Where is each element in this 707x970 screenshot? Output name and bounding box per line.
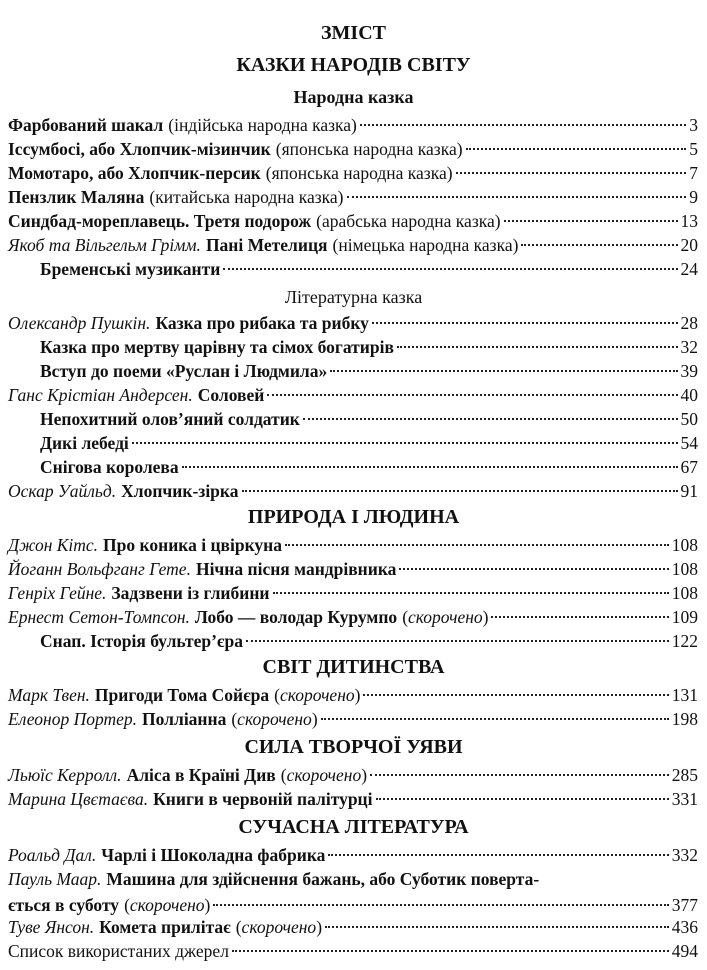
dot-leader bbox=[132, 442, 678, 444]
toc-entry[interactable] bbox=[40, 454, 698, 480]
dot-leader bbox=[372, 322, 678, 324]
dot-leader bbox=[223, 268, 677, 270]
entry-note: (скорочено) bbox=[124, 895, 211, 915]
entry-page: 109 bbox=[671, 607, 698, 627]
toc-entry[interactable] bbox=[8, 706, 698, 732]
entry-title: Хлопчик-зірка bbox=[121, 481, 239, 501]
dot-leader bbox=[328, 854, 668, 856]
dot-leader bbox=[273, 592, 669, 594]
toc-entry[interactable] bbox=[40, 334, 698, 360]
entry-page: 7 bbox=[689, 163, 698, 183]
entry-title: Бременські музиканти bbox=[40, 259, 221, 279]
entry-title: Задзвени із глибини bbox=[111, 583, 270, 603]
entry-page: 198 bbox=[671, 709, 698, 729]
dot-leader bbox=[325, 926, 669, 928]
entry-note: (індійська народна казка) bbox=[168, 115, 357, 135]
entry-author: Ернест Сетон-Томпсон. bbox=[8, 607, 190, 627]
dot-leader bbox=[456, 172, 687, 174]
entry-author: Елеонор Портер. bbox=[8, 709, 138, 729]
entry-title: Фарбований шакал bbox=[8, 115, 164, 135]
toc-entry[interactable] bbox=[8, 232, 698, 258]
entry-title: Іссумбосі, або Хлопчик-мізинчик bbox=[8, 139, 271, 159]
entry-title: Дикі лебеді bbox=[40, 433, 129, 453]
dot-leader bbox=[504, 220, 678, 222]
dot-leader bbox=[399, 568, 668, 570]
entry-title: Полліанна bbox=[142, 709, 227, 729]
entry-author: Олександр Пушкін. bbox=[8, 313, 151, 333]
dot-leader bbox=[397, 346, 678, 348]
entry-note: (арабська народна казка) bbox=[316, 211, 501, 231]
entry-title: Вступ до поеми «Руслан і Людмила» bbox=[40, 361, 328, 381]
entry-title: Снігова королева bbox=[40, 457, 179, 477]
dot-leader bbox=[360, 124, 686, 126]
entry-note: (німецька народна казка) bbox=[332, 235, 519, 255]
entry-page: 494 bbox=[671, 941, 698, 961]
entry-title: Пригоди Тома Сойєра bbox=[94, 685, 270, 705]
entry-page: 13 bbox=[680, 211, 698, 231]
entry-title: Момотаро, або Хлопчик-персик bbox=[8, 163, 261, 183]
entry-page: 332 bbox=[671, 845, 698, 865]
toc-entry[interactable] bbox=[8, 938, 698, 964]
entry-title: Машина для здійснення бажань, або Суботик поверта- bbox=[106, 869, 540, 889]
section-heading: СИЛА ТВОРЧОЇ УЯВИ bbox=[244, 736, 463, 758]
entry-author: Джон Кітс. bbox=[8, 535, 99, 555]
entry-page: 377 bbox=[671, 895, 698, 915]
entry-title: Чарлі і Шоколадна фабрика bbox=[101, 845, 326, 865]
entry-note-italic: скорочено bbox=[408, 607, 483, 627]
entry-page: 39 bbox=[680, 361, 698, 381]
toc-entry[interactable] bbox=[8, 136, 698, 162]
entry-note: (скорочено) bbox=[402, 607, 489, 627]
entry-note: (японська народна казка) bbox=[265, 163, 453, 183]
dot-leader bbox=[370, 774, 669, 776]
entry-title: Казка про рибака та рибку bbox=[155, 313, 369, 333]
entry-page: 331 bbox=[671, 789, 698, 809]
entry-note-italic: скорочено bbox=[280, 685, 355, 705]
entry-title: Снап. Історія бультер’єра bbox=[40, 631, 243, 651]
entry-title: Пані Метелиця bbox=[205, 235, 328, 255]
toc-entry[interactable] bbox=[40, 628, 698, 654]
entry-page: 285 bbox=[671, 765, 698, 785]
toc-entry[interactable] bbox=[8, 842, 698, 868]
entry-page: 24 bbox=[680, 259, 698, 279]
entry-note-italic: скорочено bbox=[237, 709, 312, 729]
toc-entry[interactable] bbox=[8, 866, 698, 918]
entry-page: 20 bbox=[680, 235, 698, 255]
toc-entry[interactable] bbox=[8, 382, 698, 408]
entry-page: 108 bbox=[671, 583, 698, 603]
entry-note: (скорочено) bbox=[280, 765, 368, 785]
entry-page: 50 bbox=[680, 409, 698, 429]
entry-page: 67 bbox=[680, 457, 698, 477]
entry-page: 54 bbox=[680, 433, 698, 453]
subsection-heading: Літературна казка bbox=[284, 287, 423, 307]
toc-entry[interactable] bbox=[8, 762, 698, 788]
toc-entry[interactable] bbox=[8, 532, 698, 558]
dot-leader bbox=[466, 148, 687, 150]
toc-entry[interactable] bbox=[8, 580, 698, 606]
entry-page: 108 bbox=[671, 535, 698, 555]
entry-page: 108 bbox=[671, 559, 698, 579]
entry-page: 40 bbox=[680, 385, 698, 405]
entry-author: Якоб та Вільгельм Грімм. bbox=[8, 235, 201, 255]
toc-entry[interactable] bbox=[40, 406, 698, 432]
dot-leader bbox=[491, 616, 668, 618]
entry-page: 9 bbox=[689, 187, 698, 207]
entry-title: Аліса в Країні Див bbox=[126, 765, 276, 785]
dot-leader bbox=[347, 196, 687, 198]
entry-author: Генріх Гейне. bbox=[8, 583, 107, 603]
entry-title: Комета прилітає bbox=[99, 917, 231, 937]
entry-page: 131 bbox=[671, 685, 698, 705]
entry-note-italic: скорочено bbox=[129, 895, 205, 915]
entry-author: Ганс Крістіан Андерсен. bbox=[8, 385, 193, 405]
entry-note-italic: скорочено bbox=[286, 765, 362, 785]
entry-author: Марина Цвєтаєва. bbox=[8, 789, 149, 809]
toc-entry[interactable] bbox=[8, 682, 698, 708]
dot-leader bbox=[246, 640, 669, 642]
dot-leader bbox=[213, 904, 668, 906]
entry-page: 436 bbox=[671, 917, 698, 937]
toc-entry[interactable] bbox=[40, 256, 698, 282]
entry-note: (скорочено) bbox=[235, 917, 323, 937]
entry-note: (японська народна казка) bbox=[275, 139, 463, 159]
entry-author: Оскар Уайльд. bbox=[8, 481, 117, 501]
entry-page: 28 bbox=[680, 313, 698, 333]
entry-title: Пензлик Маляна bbox=[8, 187, 145, 207]
entry-title-continued: ється в суботу bbox=[8, 895, 120, 915]
toc-entry[interactable] bbox=[8, 184, 698, 210]
entry-author: Туве Янсон. bbox=[8, 917, 95, 937]
entry-title: Нічна пісня мандрівника bbox=[195, 559, 397, 579]
entry-title: Непохитний олов’яний солдатик bbox=[40, 409, 300, 429]
toc-entry[interactable] bbox=[8, 208, 698, 234]
entry-note-italic: скорочено bbox=[241, 917, 317, 937]
entry-page: 91 bbox=[680, 481, 698, 501]
entry-author: Роальд Дал. bbox=[8, 845, 97, 865]
entry-title: Про коника і цвіркуна bbox=[103, 535, 283, 555]
section-heading: СВІТ ДИТИНСТВА bbox=[262, 656, 445, 678]
toc-entry[interactable] bbox=[8, 478, 698, 504]
entry-page: 3 bbox=[689, 115, 698, 135]
entry-page: 122 bbox=[671, 631, 698, 651]
page-title: ЗМІСТ bbox=[321, 22, 386, 44]
dot-leader bbox=[267, 394, 677, 396]
entry-title: Синдбад-мореплавець. Третя подорож bbox=[8, 211, 312, 231]
section-heading: ПРИРОДА І ЛЮДИНА bbox=[247, 506, 460, 528]
entry-note: (скорочено) bbox=[274, 685, 361, 705]
entry-note: (скорочено) bbox=[231, 709, 318, 729]
toc-entry[interactable] bbox=[8, 604, 698, 630]
dot-leader bbox=[321, 718, 669, 720]
section-heading: КАЗКИ НАРОДІВ СВІТУ bbox=[236, 54, 471, 76]
dot-leader bbox=[521, 244, 677, 246]
toc-entry[interactable] bbox=[8, 786, 698, 812]
entry-title: Лобо — володар Курумпо bbox=[194, 607, 398, 627]
toc-entry[interactable] bbox=[8, 160, 698, 186]
toc-entry[interactable] bbox=[40, 358, 698, 384]
toc-entry[interactable] bbox=[40, 430, 698, 456]
section-heading: СУЧАСНА ЛІТЕРАТУРА bbox=[238, 816, 469, 838]
entry-page: 5 bbox=[689, 139, 698, 159]
entry-author: Марк Твен. bbox=[8, 685, 90, 705]
dot-leader bbox=[303, 418, 678, 420]
dot-leader bbox=[376, 798, 669, 800]
entry-page: 32 bbox=[680, 337, 698, 357]
dot-leader bbox=[285, 544, 669, 546]
toc-entry[interactable] bbox=[8, 310, 698, 336]
toc-entry[interactable] bbox=[8, 556, 698, 582]
dot-leader bbox=[330, 370, 677, 372]
subsection-heading: Народна казка bbox=[293, 87, 414, 107]
entry-title: Книги в червоній палітурці bbox=[153, 789, 373, 809]
dot-leader bbox=[232, 950, 669, 952]
entry-author: Льюїс Керролл. bbox=[8, 765, 122, 785]
dot-leader bbox=[182, 466, 678, 468]
toc-entry[interactable] bbox=[8, 914, 698, 940]
entry-title: Соловей bbox=[197, 385, 265, 405]
entry-title: Казка про мертву царівну та сімох богатирів bbox=[40, 337, 394, 357]
toc-entry[interactable] bbox=[8, 112, 698, 138]
entry-plain-title: Список використаних джерел bbox=[8, 941, 229, 961]
dot-leader bbox=[242, 490, 678, 492]
dot-leader bbox=[363, 694, 668, 696]
entry-author: Йоганн Вольфганг Гете. bbox=[8, 559, 191, 579]
entry-author: Пауль Маар. bbox=[8, 869, 102, 889]
entry-note: (китайська народна казка) bbox=[149, 187, 344, 207]
